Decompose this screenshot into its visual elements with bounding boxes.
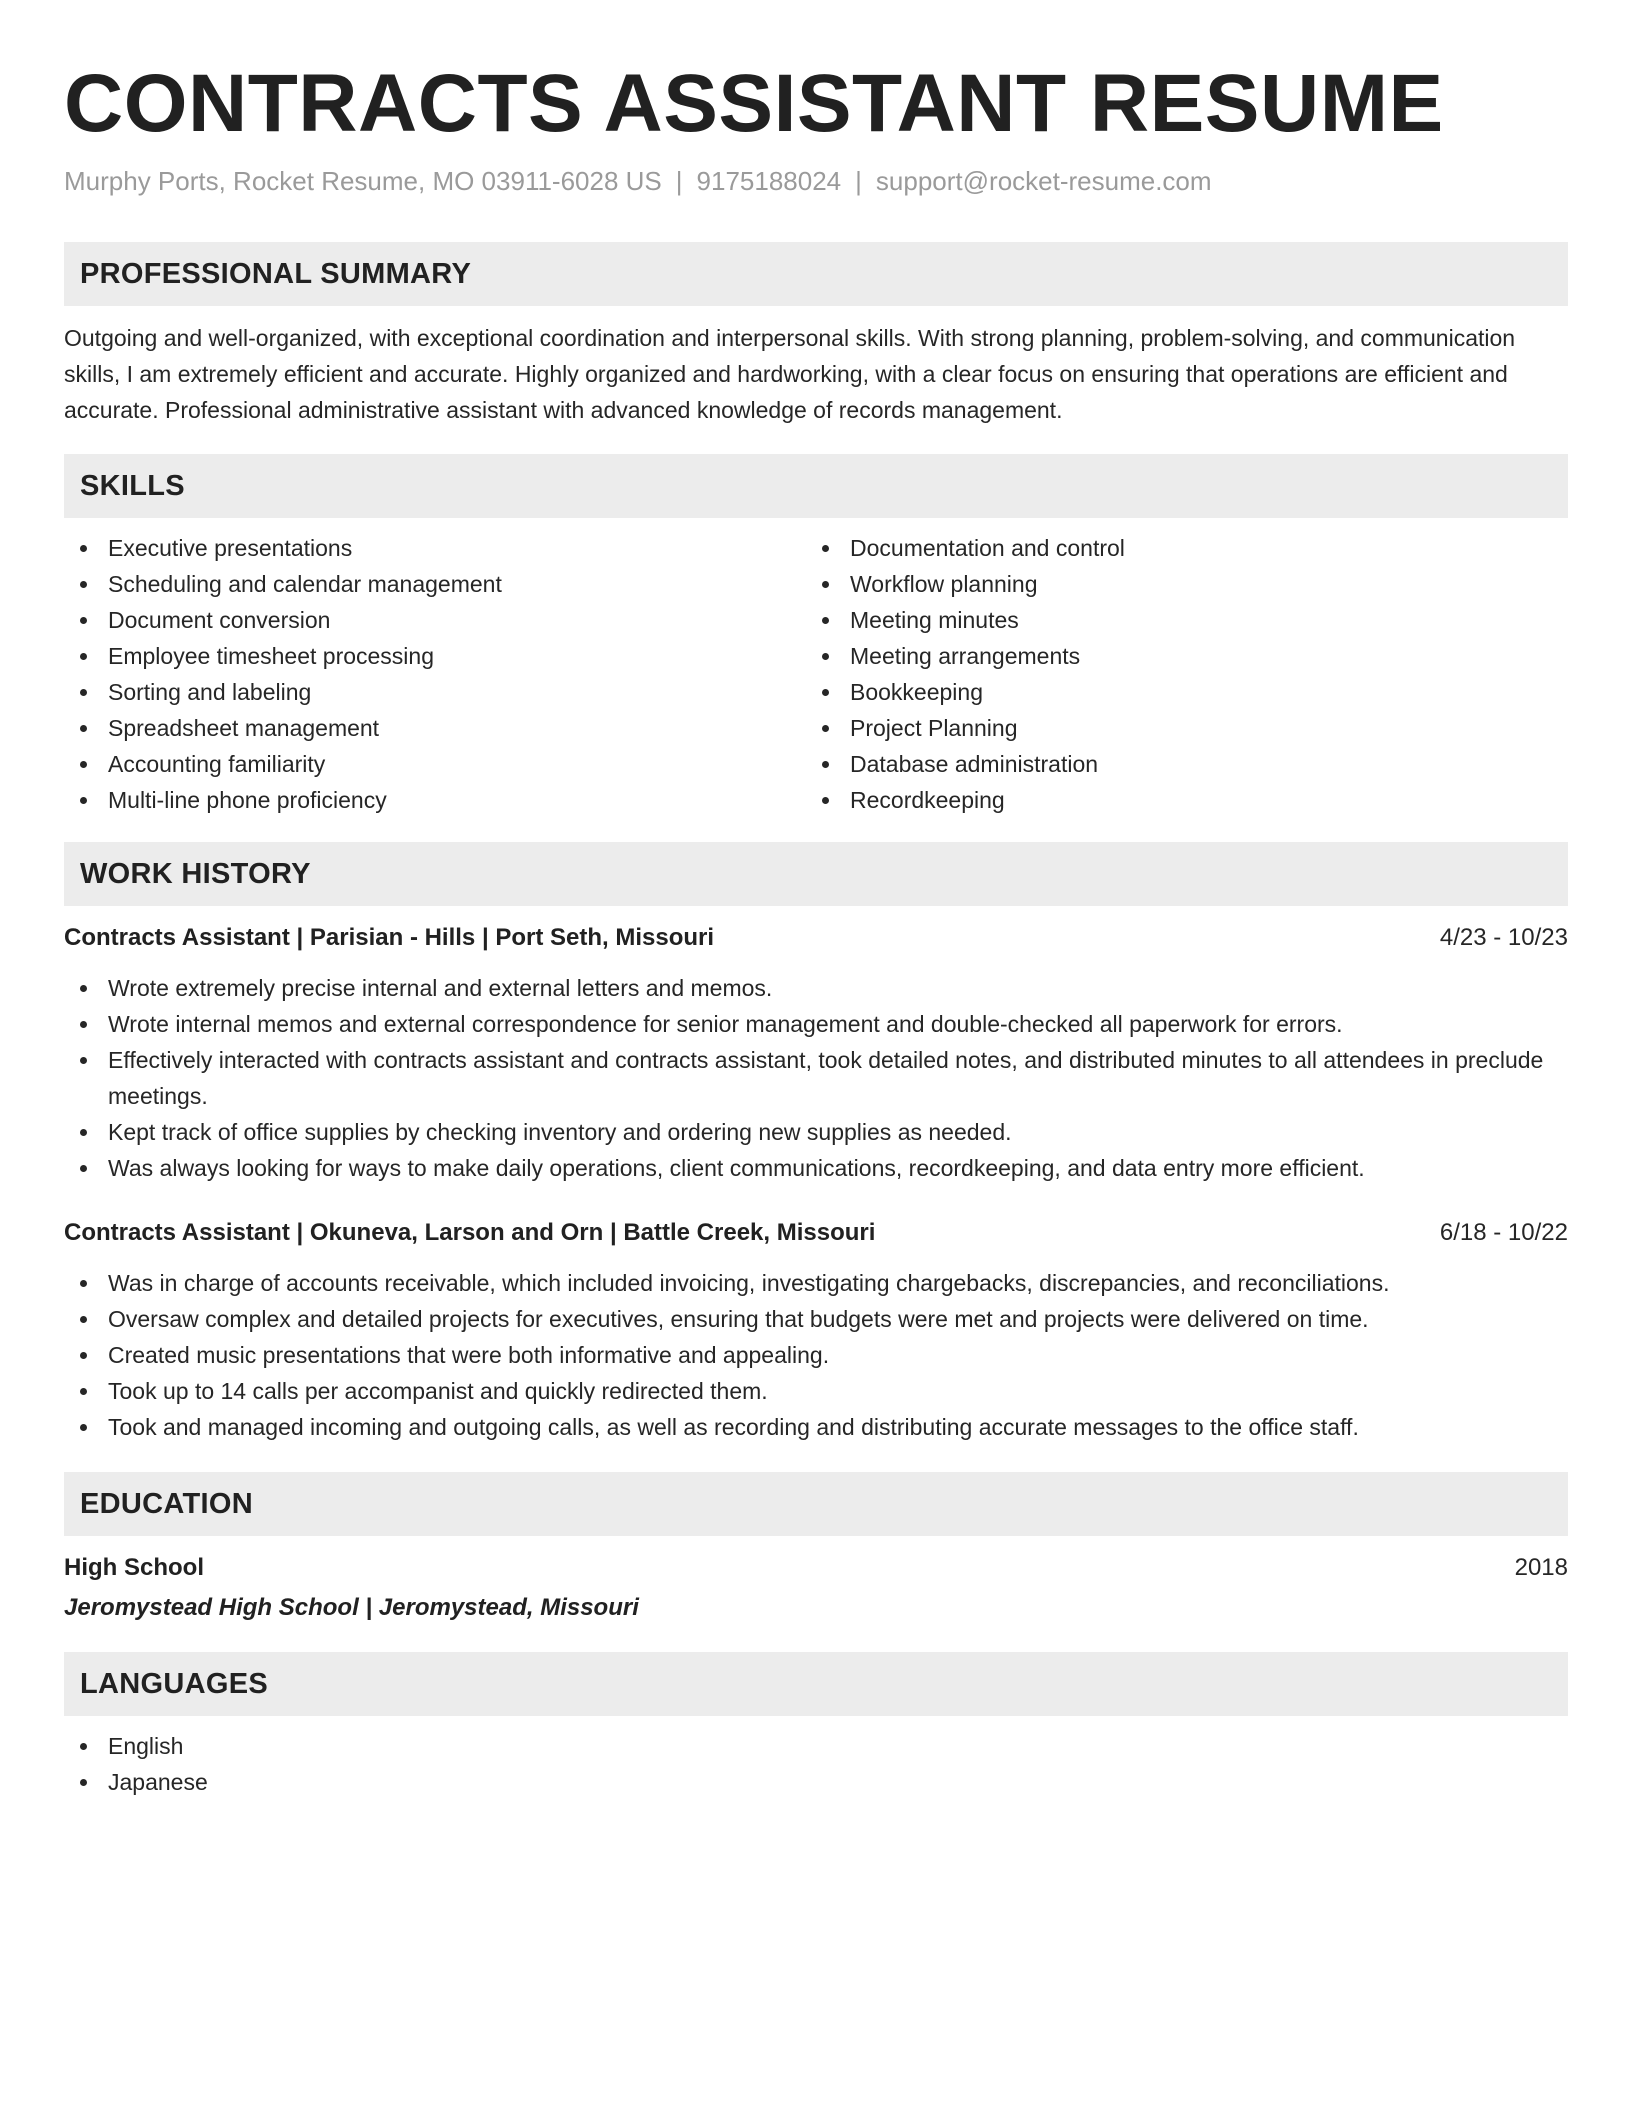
- skill-item: Accounting familiarity: [64, 746, 806, 782]
- languages-section-header: LANGUAGES: [64, 1652, 1568, 1716]
- skill-item: Meeting minutes: [806, 602, 1548, 638]
- skill-item: Recordkeeping: [806, 782, 1548, 818]
- contact-separator: |: [675, 166, 683, 196]
- skill-item: Project Planning: [806, 710, 1548, 746]
- job-duty: Wrote extremely precise internal and external letters and memos.: [64, 970, 1568, 1006]
- job-header: [64, 920, 1568, 956]
- contact-email: support@rocket-resume.com: [875, 166, 1212, 196]
- job-duties: [64, 1265, 1568, 1445]
- contact-phone: 9175188024: [696, 166, 842, 196]
- contact-separator: |: [855, 166, 862, 196]
- skill-item: Scheduling and calendar management: [64, 566, 806, 602]
- job-duty: Kept track of office supplies by checking inventory and ordering new supplies as needed.: [64, 1114, 1568, 1150]
- languages-list: [64, 1728, 1568, 1800]
- language-item: English: [64, 1728, 1568, 1764]
- job-title: Contracts Assistant | Okuneva, Larson and Orn | Battle Creek, Missouri: [64, 1219, 876, 1246]
- education-degree: High School: [64, 1554, 204, 1581]
- skill-item: Workflow planning: [806, 566, 1548, 602]
- resume-page: [64, 0, 1568, 1800]
- job-duty: Took and managed incoming and outgoing calls, as well as recording and distributing accurate messages to the office staff.: [64, 1409, 1568, 1445]
- contact-line: [64, 164, 1568, 198]
- summary-section-header: PROFESSIONAL SUMMARY: [64, 242, 1568, 306]
- job-duties: [64, 970, 1568, 1186]
- education-header: [64, 1550, 1568, 1586]
- job-dates: 4/23 - 10/23: [1439, 924, 1568, 951]
- job-duty: Was in charge of accounts receivable, which included invoicing, investigating chargebacks, discrepancies, and reconciliations.: [64, 1265, 1568, 1301]
- skills-column-left: [64, 530, 806, 818]
- education-section-header: EDUCATION: [64, 1472, 1568, 1536]
- resume-title: CONTRACTS ASSISTANT RESUME: [64, 58, 1444, 149]
- skill-item: Documentation and control: [806, 530, 1548, 566]
- education-year: 2018: [1514, 1554, 1568, 1581]
- job-title: Contracts Assistant | Parisian - Hills | Port Seth, Missouri: [64, 924, 715, 951]
- skill-item: Meeting arrangements: [806, 638, 1548, 674]
- job-duty: Created music presentations that were both informative and appealing.: [64, 1337, 1568, 1373]
- skill-item: Spreadsheet management: [64, 710, 806, 746]
- skills-section-header: SKILLS: [64, 454, 1568, 518]
- work-section-header: WORK HISTORY: [64, 842, 1568, 906]
- job-dates: 6/18 - 10/22: [1439, 1219, 1568, 1246]
- skill-item: Executive presentations: [64, 530, 806, 566]
- skill-item: Multi-line phone proficiency: [64, 782, 806, 818]
- job-duty: Was always looking for ways to make daily operations, client communications, recordkeeping, and data entry more efficient.: [64, 1150, 1568, 1186]
- job-duty: Oversaw complex and detailed projects for executives, ensuring that budgets were met and projects were delivered on time.: [64, 1301, 1568, 1337]
- skill-item: Bookkeeping: [806, 674, 1548, 710]
- skill-item: Employee timesheet processing: [64, 638, 806, 674]
- education-school: Jeromystead High School | Jeromystead, Missouri: [64, 1594, 639, 1621]
- education-entry: [64, 1550, 1568, 1626]
- skills-column-right: [806, 530, 1548, 818]
- skills-grid: [64, 530, 1568, 818]
- summary-text: Outgoing and well-organized, with exceptional coordination and interpersonal skills. With strong planning, problem-solving, and communication skills, I am extremely efficient and accurate. Highly organized and hardworking, with a clear focus on ensuring that operations are efficient and accurate. Professional administrative assistant with advanced knowledge of records management.: [64, 325, 1516, 423]
- contact-address: Murphy Ports, Rocket Resume, MO 03911-6028 US: [64, 166, 662, 196]
- skill-item: Database administration: [806, 746, 1548, 782]
- skill-item: Document conversion: [64, 602, 806, 638]
- job-entry: [64, 920, 1568, 1186]
- skill-item: Sorting and labeling: [64, 674, 806, 710]
- job-duty: Wrote internal memos and external correspondence for senior management and double-checked all paperwork for errors.: [64, 1006, 1568, 1042]
- job-duty: Took up to 14 calls per accompanist and quickly redirected them.: [64, 1373, 1568, 1409]
- job-header: [64, 1215, 1568, 1251]
- language-item: Japanese: [64, 1764, 1568, 1800]
- job-entry: [64, 1215, 1568, 1445]
- job-duty: Effectively interacted with contracts assistant and contracts assistant, took detailed notes, and distributed minutes to all attendees in preclude meetings.: [64, 1042, 1568, 1114]
